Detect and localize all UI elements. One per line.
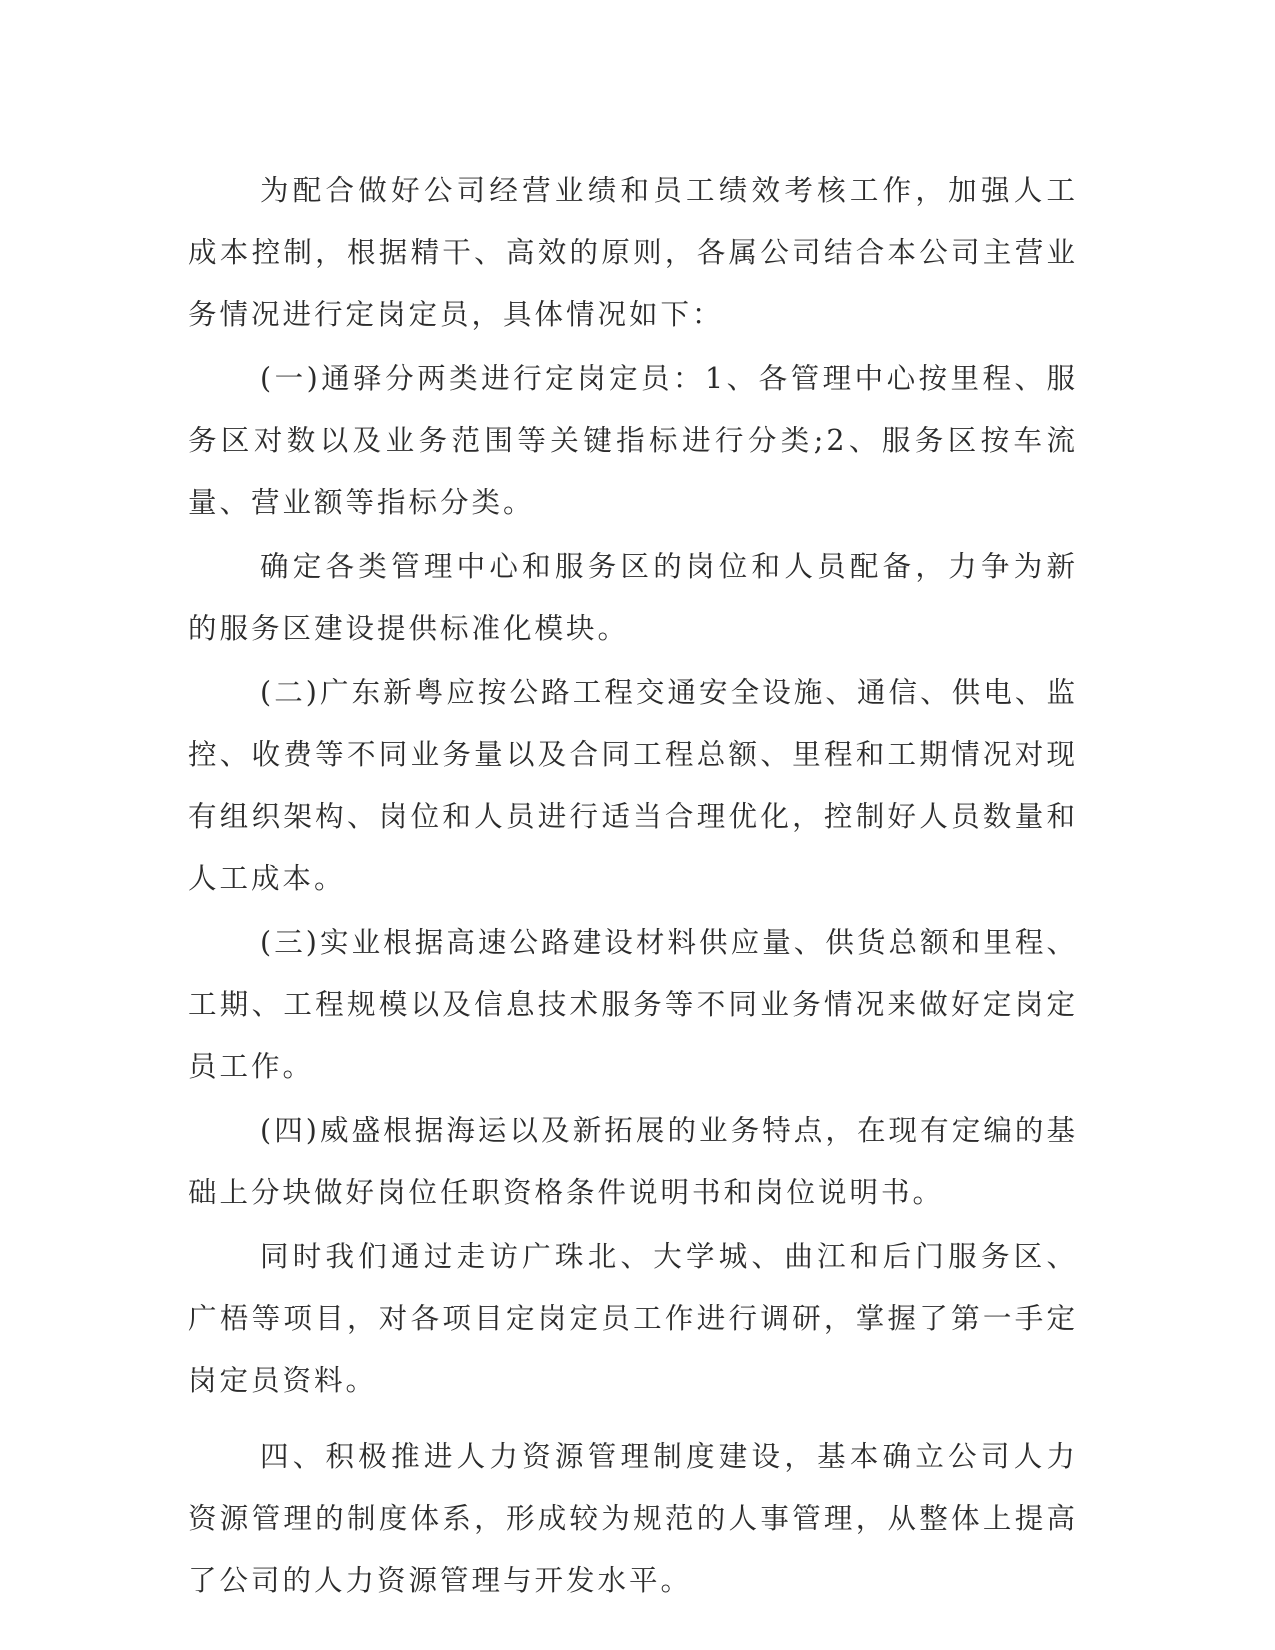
paragraph-item-1-followup: 确定各类管理中心和服务区的岗位和人员配备，力争为新的服务区建设提供标准化模块。 [188, 550, 1078, 645]
paragraph-item-3: (三)实业根据高速公路建设材料供应量、供货总额和里程、工期、工程规模以及信息技术服务等不同业务情况来做好定岗定员工作。 [188, 926, 1078, 1083]
paragraph-intro: 为配合做好公司经营业绩和员工绩效考核工作，加强人工成本控制，根据精干、高效的原则，各属公司结合本公司主营业务情况进行定岗定员，具体情况如下： [188, 174, 1078, 331]
paragraph-survey: 同时我们通过走访广珠北、大学城、曲江和后门服务区、广梧等项目，对各项目定岗定员工作进行调研，掌握了第一手定岗定员资料。 [188, 1240, 1078, 1397]
paragraph-section-4: 四、积极推进人力资源管理制度建设，基本确立公司人力资源管理的制度体系，形成较为规范的人事管理，从整体上提高了公司的人力资源管理与开发水平。 [188, 1440, 1078, 1597]
paragraph-item-1: (一)通驿分两类进行定岗定员：1、各管理中心按里程、服务区对数以及业务范围等关键指标进行分类;2、服务区按车流量、营业额等指标分类。 [188, 362, 1078, 519]
paragraph-item-2: (二)广东新粤应按公路工程交通安全设施、通信、供电、监控、收费等不同业务量以及合同工程总额、里程和工期情况对现有组织架构、岗位和人员进行适当合理优化，控制好人员数量和人工成本。 [188, 676, 1078, 895]
document-body [188, 160, 1078, 1612]
paragraph-item-4: (四)威盛根据海运以及新拓展的业务特点，在现有定编的基础上分块做好岗位任职资格条件说明书和岗位说明书。 [188, 1114, 1078, 1209]
